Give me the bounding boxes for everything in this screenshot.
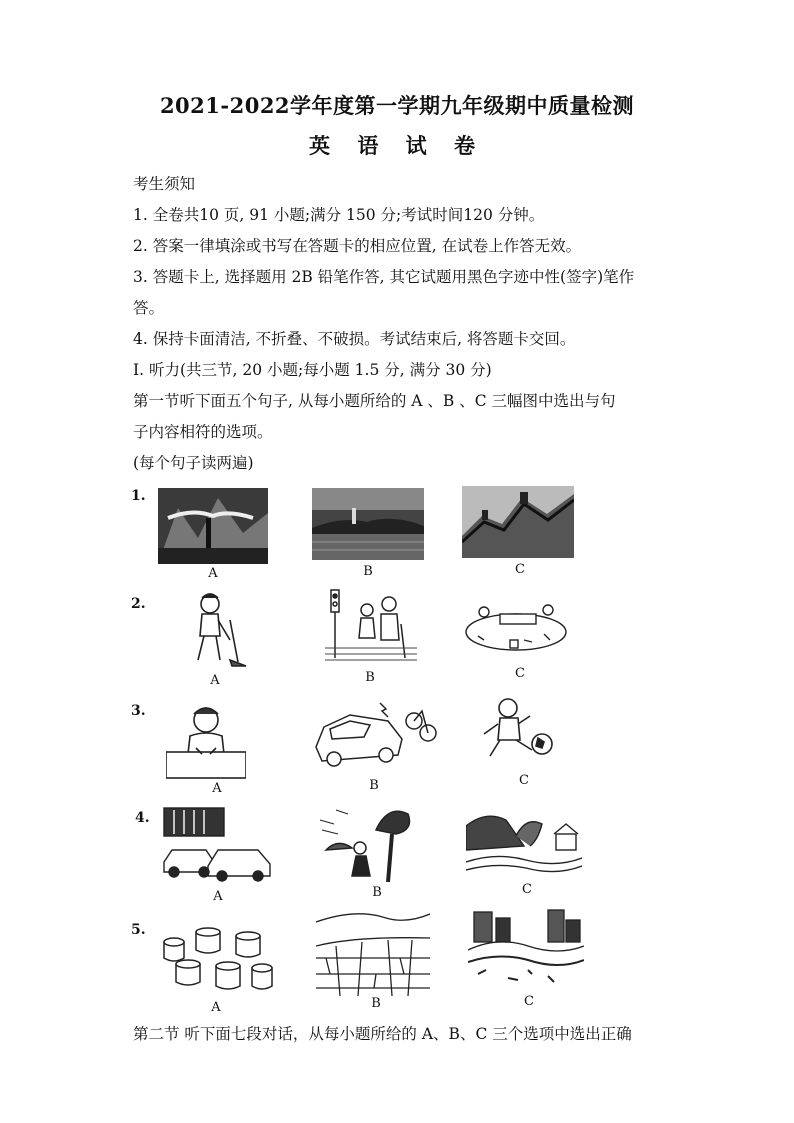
notice-item: 3. 答题卡上, 选择题用 2B 铅笔作答, 其它试题用黑色字迹中性(签字)笔作: [133, 268, 635, 286]
question-number: 5.: [131, 922, 146, 938]
option-label: B: [372, 885, 382, 900]
notice-item: 1. 全卷共10 页, 91 小题;满分 150 分;考试时间120 分钟。: [133, 206, 545, 224]
option-label: A: [211, 1000, 221, 1015]
dry-cracked-land-icon: [316, 908, 430, 996]
option-label: B: [371, 996, 381, 1011]
option-label: C: [515, 666, 525, 681]
option-label: C: [522, 882, 532, 897]
help-old-man-cross-icon: [325, 588, 417, 668]
section-heading: I. 听力(共三节, 20 小题;每小题 1.5 分, 满分 30 分): [133, 361, 492, 379]
traffic-jam-icon: [160, 806, 278, 886]
car-accident-icon: [310, 693, 440, 775]
subject-title: 英 语 试 卷: [309, 133, 485, 158]
notice-heading: 考生须知: [133, 175, 196, 193]
section-instruction: 第二节 听下面七段对话，从每小题所给的 A、B、C 三个选项中选出正确: [133, 1025, 632, 1043]
exam-title: 2021-2022学年度第一学期九年级期中质量检测: [159, 93, 635, 118]
great-wall-icon: [462, 486, 574, 558]
option-label: A: [212, 781, 222, 796]
option-label: B: [365, 670, 375, 685]
option-label: A: [208, 566, 218, 581]
option-label: A: [210, 673, 220, 688]
boy-at-desk-icon: [166, 700, 246, 780]
option-label: B: [363, 564, 373, 579]
notice-item: 4. 保持卡面清洁, 不折叠、不破损。考试结束后, 将答题卡交回。: [133, 330, 576, 348]
question-number: 4.: [135, 810, 150, 826]
flood-landslide-icon: [466, 806, 582, 878]
option-label: B: [369, 778, 379, 793]
question-number: 1.: [131, 488, 146, 504]
storm-umbrella-icon: [316, 800, 416, 886]
section-note: (每个句子读两遍): [133, 454, 254, 472]
tree-stumps-icon: [156, 916, 278, 1000]
lake-pagoda-icon: [312, 488, 424, 560]
option-label: C: [524, 994, 534, 1009]
question-number: 2.: [131, 596, 146, 612]
polluted-river-icon: [468, 906, 584, 990]
question-number: 3.: [131, 703, 146, 719]
notice-item: 答。: [133, 299, 165, 317]
boy-football-icon: [476, 694, 558, 774]
picnic-litter-icon: [464, 596, 568, 656]
option-label: C: [519, 773, 529, 788]
boy-sweeping-icon: [180, 590, 250, 670]
mountain-pine-icon: [158, 488, 268, 564]
option-label: C: [515, 562, 525, 577]
section-instruction: 第一节听下面五个句子, 从每小题所给的 A 、B 、C 三幅图中选出与句: [133, 392, 616, 410]
option-label: A: [213, 889, 223, 904]
section-instruction: 子内容相符的选项。: [133, 423, 273, 441]
notice-item: 2. 答案一律填涂或书写在答题卡的相应位置, 在试卷上作答无效。: [133, 237, 582, 255]
